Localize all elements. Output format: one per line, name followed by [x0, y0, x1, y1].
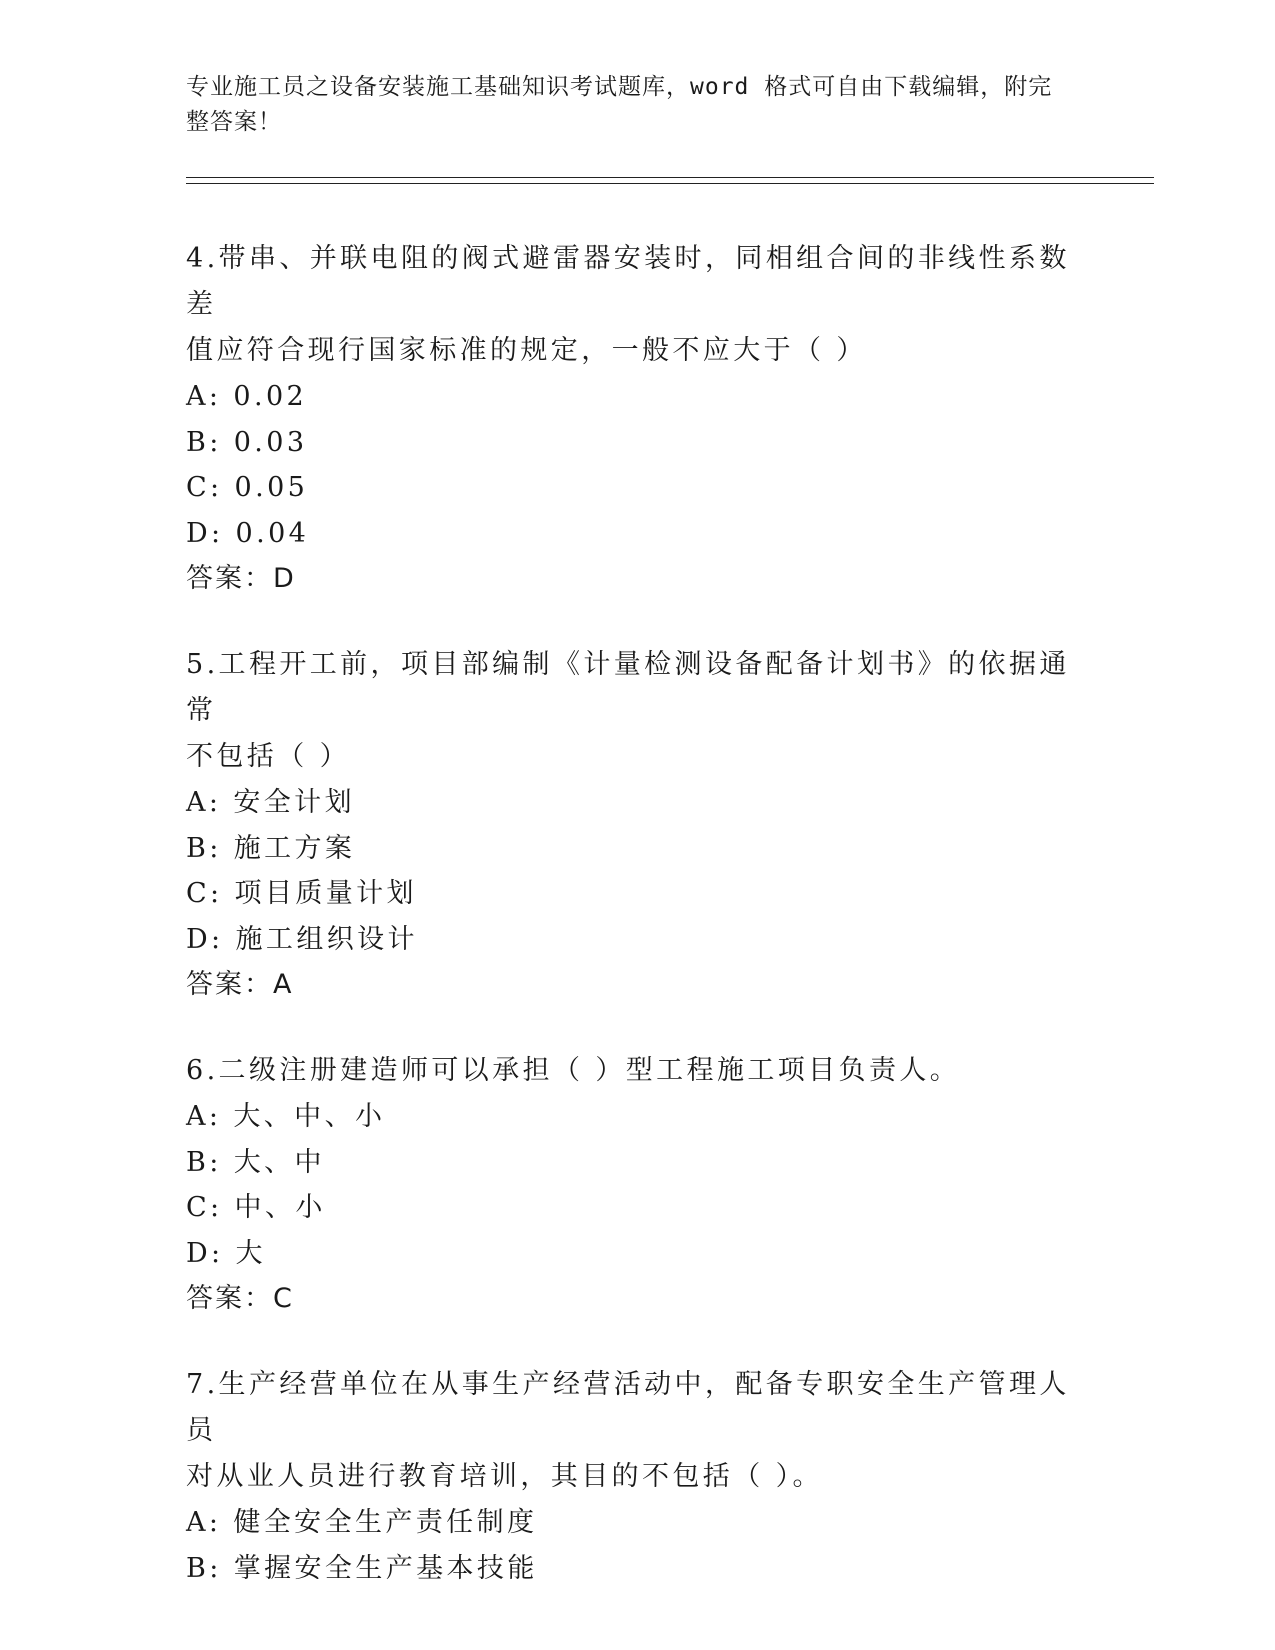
option-c: C: 中、小 [186, 1192, 326, 1223]
option-a: A: 大、中、小 [186, 1101, 386, 1132]
question-stem-line: 7.生产经营单位在从事生产经营活动中，配备专职安全生产管理人员 [186, 1369, 1070, 1446]
question-stem-line: 4.带串、并联电阻的阀式避雷器安装时，同相组合间的非线性系数差 [186, 243, 1070, 320]
question-stem-line: 5.工程开工前，项目部编制《计量检测设备配备计划书》的依据通常 [186, 649, 1070, 726]
question-5 [186, 642, 1086, 1008]
option-b: B: 掌握安全生产基本技能 [186, 1552, 538, 1584]
option-d: D: 大 [186, 1237, 266, 1269]
question-stem-line: 对从业人员进行教育培训，其目的不包括（ ）。 [186, 1461, 823, 1492]
question-4 [186, 236, 1086, 602]
question-list [186, 236, 1086, 1631]
document-header [186, 70, 1066, 140]
option-b: B: 施工方案 [186, 832, 356, 864]
header-line-2: 整答案！ [186, 109, 282, 135]
header-divider-top [186, 177, 1154, 178]
answer: 答案：D [186, 563, 296, 594]
answer: 答案：C [186, 1283, 294, 1314]
option-a: A: 安全计划 [186, 787, 355, 818]
answer: 答案：A [186, 969, 294, 1000]
option-a: A: 健全安全生产责任制度 [186, 1507, 538, 1538]
option-d: D: 施工组织设计 [186, 923, 418, 955]
question-6 [186, 1048, 1086, 1322]
question-stem-line: 值应符合现行国家标准的规定，一般不应大于（ ） [186, 335, 867, 366]
header-line-1: 专业施工员之设备安装施工基础知识考试题库，word 格式可自由下载编辑，附完 [186, 74, 1053, 100]
option-b: B: 0.03 [186, 426, 308, 458]
question-stem-line: 不包括（ ） [186, 741, 350, 772]
option-a: A: 0.02 [186, 381, 308, 412]
option-d: D: 0.04 [186, 517, 310, 549]
question-stem-line: 6.二级注册建造师可以承担（ ）型工程施工项目负责人。 [186, 1055, 961, 1086]
header-divider-bottom [186, 183, 1154, 184]
option-c: C: 0.05 [186, 472, 309, 503]
option-c: C: 项目质量计划 [186, 878, 417, 909]
question-7 [186, 1362, 1086, 1591]
option-b: B: 大、中 [186, 1146, 325, 1178]
